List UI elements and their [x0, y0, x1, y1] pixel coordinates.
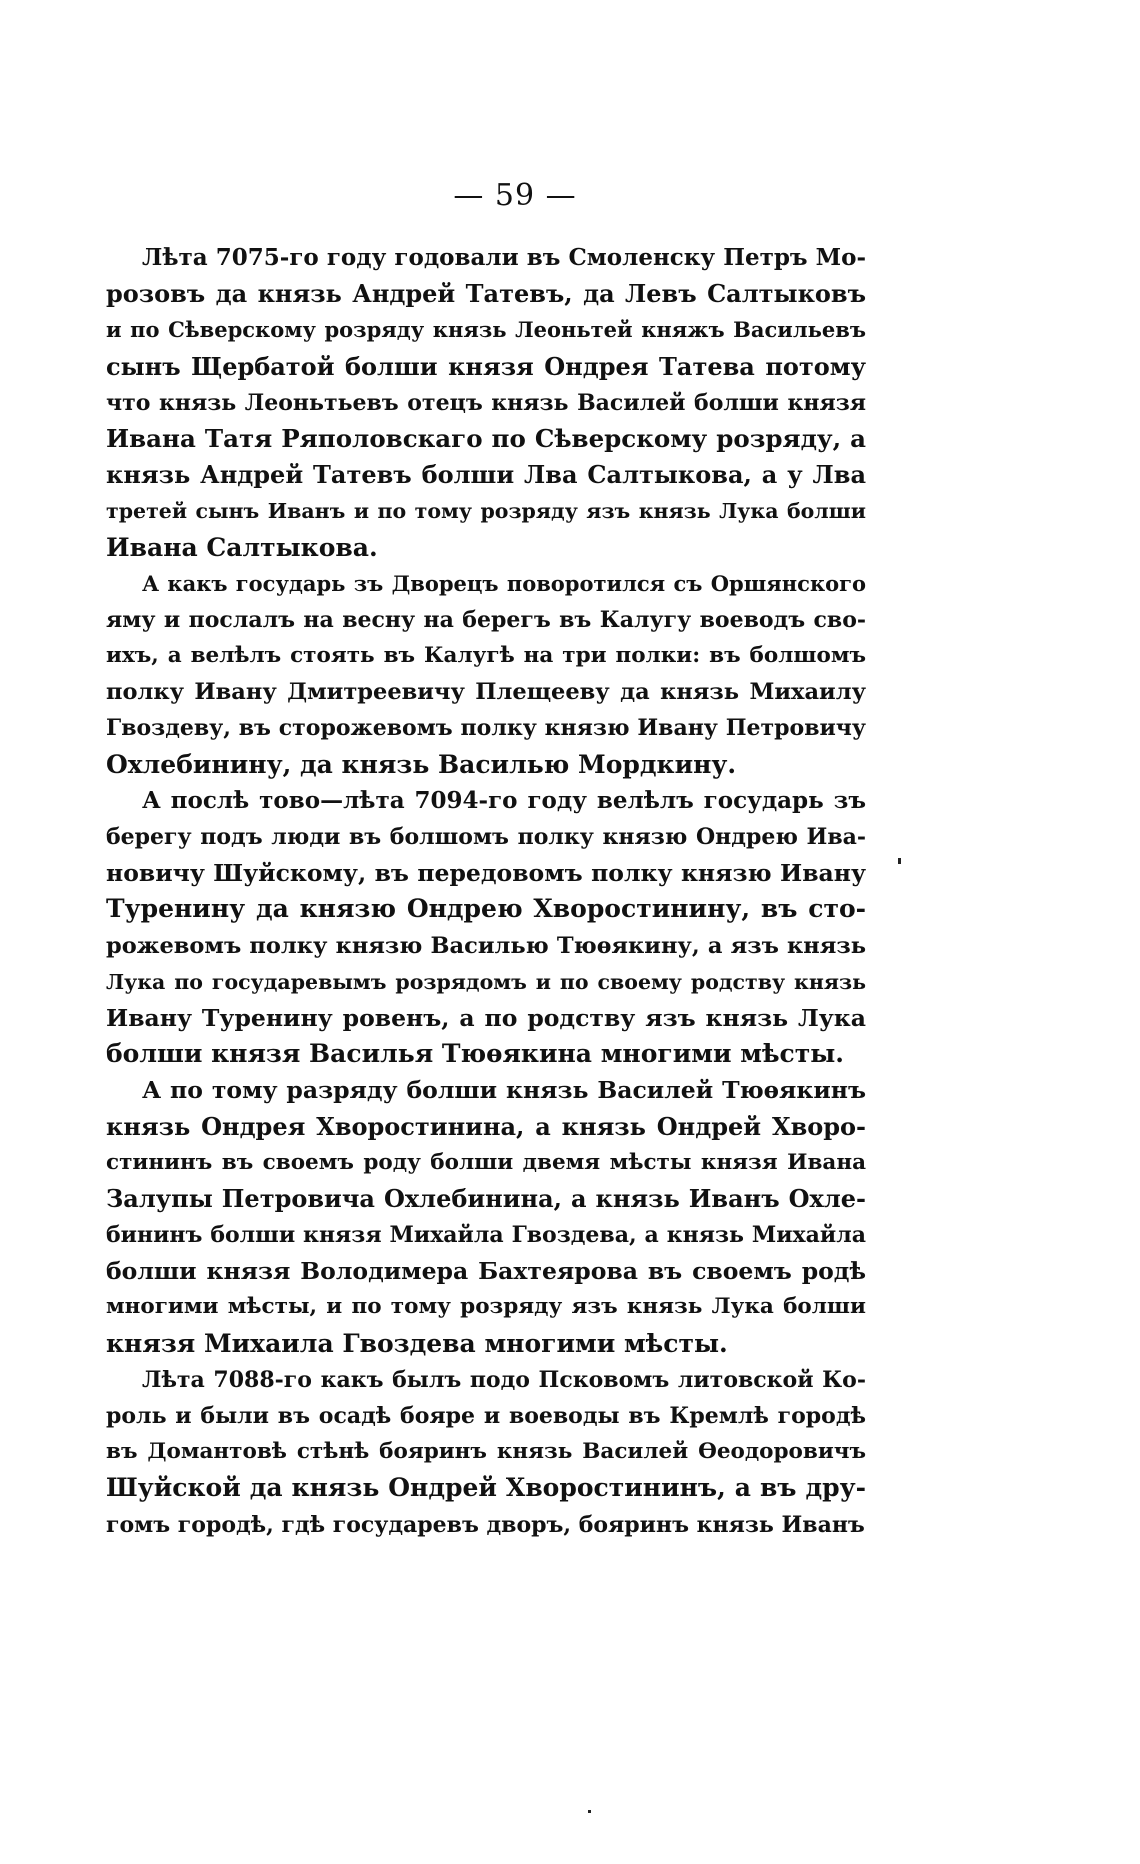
text-line: полку Ивану Дмитреевичу Плещееву да князь Михаилу: [106, 679, 866, 706]
text-line: Туренину да князю Ондрею Хворостинину, въ сто-: [106, 894, 866, 924]
text-line: бининъ болши князя Михайла Гвоздева, а князь Михайла: [106, 1222, 866, 1249]
text-line: гомъ городѣ, гдѣ государевъ дворъ, бояринъ князь Иванъ: [106, 1511, 865, 1538]
text-line: роль и были въ осадѣ бояре и воеводы въ Кремлѣ городѣ: [106, 1403, 866, 1429]
text-line: рожевомъ полку князю Василью Тюѳякину, а язъ князь: [106, 932, 866, 959]
text-line: берегу подъ люди въ болшомъ полку князю Ондрею Ива-: [106, 824, 866, 850]
text-line: розовъ да князь Андрей Татевъ, да Левъ Салтыковъ: [106, 279, 866, 309]
text-line: А какъ государь зъ Дворецъ поворотился съ Оршянского: [142, 570, 866, 596]
text-line: болши князя Василья Тюѳякина многими мѣсты.: [106, 1039, 845, 1069]
text-line: Охлебинину, да князь Василью Мордкину.: [106, 749, 737, 779]
text-line: Гвоздеву, въ сторожевомъ полку князю Ивану Петровичу: [106, 715, 866, 742]
text-line: князя Михаила Гвоздева многими мѣсты.: [106, 1328, 728, 1358]
text-line: яму и послалъ на весну на берегъ въ Калугу воеводъ сво-: [106, 606, 866, 633]
text-line: Шуйской да князь Ондрей Хворостининъ, а въ дру-: [106, 1473, 866, 1503]
text-line: А по тому разряду болши князь Василей Тюѳякинъ: [142, 1076, 866, 1105]
text-line: Лѣта 7075-го году годовали въ Смоленску Петръ Мо-: [142, 244, 866, 271]
text-line: сынъ Щербатой болши князя Ондрея Татева потому: [106, 351, 866, 381]
text-line: Лука по государевымъ розрядомъ и по своему родству князь: [106, 969, 866, 994]
margin-speck: [898, 858, 901, 864]
text-line: Ивану Туренину ровенъ, а по родству язъ князь Лука: [106, 1003, 866, 1032]
text-line: болши князя Володимера Бахтеярова въ своемъ родѣ: [106, 1257, 866, 1286]
text-line: князь Ондрея Хворостинина, а князь Ондрей Хворо-: [106, 1111, 866, 1141]
text-line: Залупы Петровича Охлебинина, а князь Иванъ Охле-: [106, 1183, 866, 1213]
body-text: [106, 240, 866, 1543]
text-line: что князь Леоньтьевъ отецъ князь Василей болши князя: [106, 389, 866, 416]
text-line: Ивана Салтыкова.: [106, 532, 378, 562]
margin-speck: [588, 1810, 591, 1813]
page-number: — 59 —: [453, 178, 577, 213]
text-line: и по Сѣверскому розряду князь Леоньтей княжъ Васильевъ: [106, 317, 866, 343]
text-line: Ивана Татя Ряполовскаго по Сѣверскому розряду, а: [106, 423, 866, 453]
text-line: стининъ въ своемъ роду болши двемя мѣсты князя Ивана: [106, 1149, 866, 1175]
text-line: многими мѣсты, и по тому розряду язъ князь Лука болши: [106, 1294, 866, 1320]
text-line: въ Домантовѣ стѣнѣ бояринъ князь Василей Ѳеодоровичъ: [106, 1439, 866, 1465]
text-line: новичу Шуйскому, въ передовомъ полку князю Ивану: [106, 859, 866, 888]
text-line: А послѣ тово—лѣта 7094-го году велѣлъ государь зъ: [142, 786, 866, 814]
text-line: князь Андрей Татевъ болши Лва Салтыкова, а у Лва: [106, 460, 866, 490]
text-line: третей сынъ Иванъ и по тому розряду язъ князь Лука болши: [106, 499, 866, 524]
text-line: Лѣта 7088-го какъ былъ подо Псковомъ литовской Ко-: [142, 1366, 866, 1393]
text-line: ихъ, а велѣлъ стоять въ Калугѣ на три полки: въ болшомъ: [106, 643, 866, 669]
